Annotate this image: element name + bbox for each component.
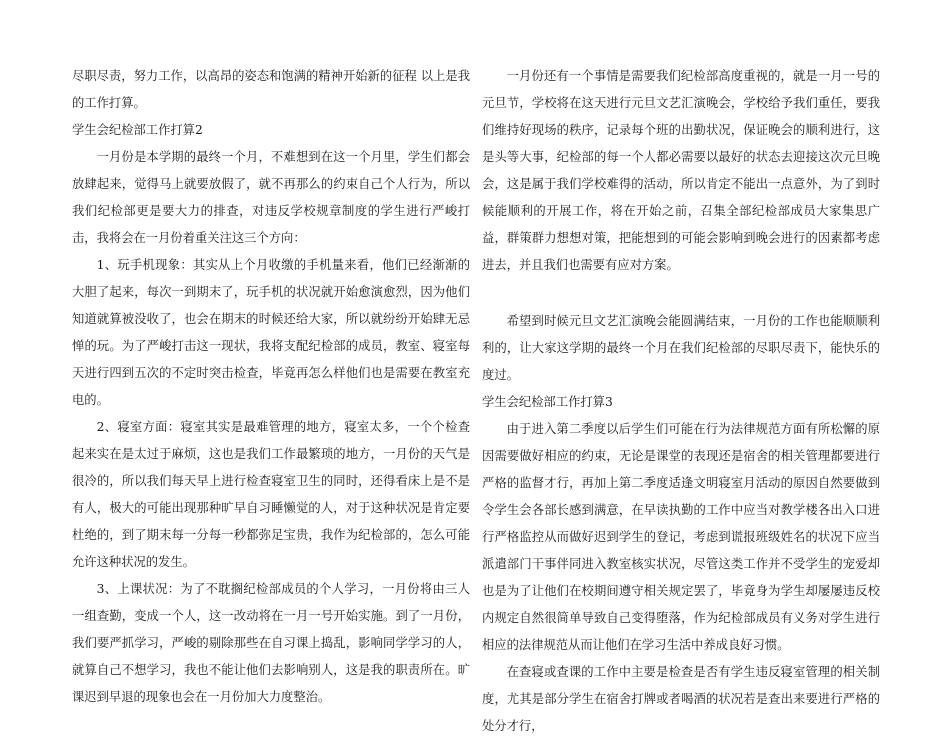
continued-paragraph: 尽职尽责，努力工作，以高昂的姿态和饱满的精神开始新的征程 以上是我的工作打算。 [72,69,470,110]
body-paragraph: 2、寝室方面：寝室其实是最难管理的地方，寝室太多，一个个检查起来实在是太过于麻烦，这也是我们工作最繁琐的地方，一月份的天气是很冷的，所以我们每天早上进行检查寝室卫生的同时，还得看床上是不是有人，极大的可能出现那种旷早自习睡懒觉的人，对于这种状况是肯定要杜绝的，到了期末每一分每一秒都弥足宝贵，我作为纪检部的，怎么可能允许这种状况的发生。 [72,420,470,569]
paragraph-gap [482,279,880,308]
body-paragraph: 希望到时候元旦文艺汇演晚会能圆满结束，一月份的工作也能顺顺利利的，让大家这学期的最终一个月在我们纪检部的尽职尽责下，能快乐的度过。 [482,314,880,382]
body-paragraph: 在查寝或查课的工作中主要是检查是否有学生违反寝室管理的相关制度，尤其是部分学生在宿舍打牌或者喝酒的状况若是查出来要进行严格的处分才行， [482,665,880,733]
right-column [482,63,880,740]
section-heading-3: 学生会纪检部工作打算3 [482,395,613,409]
body-paragraph: 1、玩手机现象：其实从上个月收缴的手机量来看，他们已经渐渐的大胆了起来，每次一到期末了，玩手机的状况就开始愈演愈烈，因为他们知道就算被没收了，也会在期末的时候还给大家，所以就纷纷开始肆无忌惮的玩。为了严峻打击这一现状，我将支配纪检部的成员，教室、寝室每天进行四到五次的不定时突击检查，毕竟再怎么样他们也是需要在教室充电的。 [72,258,470,407]
body-paragraph: 由于进入第二季度以后学生们可能在行为法律规范方面有所松懈的原因需要做好相应的约束，无论是课堂的表现还是宿舍的相关管理都要进行严格的监督才行，再加上第二季度适逢文明寝室月活动的原因自然要做到令学生会各部长感到满意，在早读执勤的工作中应当对教学楼各出入口进行严格监控从而做好迟到学生的登记，考虑到谎报班级姓名的状况下应当派遣部门干事伴同进入教室核实状况，尽管这类工作并不受学生的宠爱却也是为了让他们在校期间遵守相关规定罢了，毕竟身为学生却屡屡违反校内规定自然很简单导致自己变得堕落，作为纪检部成员有义务对学生进行相应的法律规范从而让他们在学习生活中养成良好习惯。 [482,422,880,652]
body-paragraph: 一月份是本学期的最终一个月，不难想到在这一个月里，学生们都会放肆起来，觉得马上就要放假了，就不再那么的约束自己个人行为，所以我们纪检部更是要大力的排查，对违反学校规章制度的学生进行严峻打击，我将会在一月份着重关注这三个方向： [72,150,470,245]
section-heading-2: 学生会纪检部工作打算2 [72,123,203,137]
body-paragraph: 一月份还有一个事情是需要我们纪检部高度重视的，就是一月一号的元旦节，学校将在这天进行元旦文艺汇演晚会，学校给予我们重任，要我们维持好现场的秩序，记录每个班的出勤状况，保证晚会的顺利进行，这是头等大事，纪检部的每一个人都必需要以最好的状态去迎接这次元旦晚会，这是属于我们学校难得的活动，所以肯定不能出一点意外，为了到时候能顺利的开展工作，将在开始之前，召集全部纪检部成员大家集思广益，群策群力想想对策，把能想到的可能会影响到晚会进行的因素都考虑进去，并且我们也需要有应对方案。 [482,69,880,272]
body-paragraph: 3、上课状况：为了不耽搁纪检部成员的个人学习，一月份将由三人一组查勤，变成一个人，这一改动将在一月一号开始实施。到了一月份，我们要严抓学习，严峻的剔除那些在自习课上捣乱，影响同学学习的人，就算自己不想学习，我也不能让他们去影响别人，这是我的职责所在。旷课迟到早退的现象也会在一月份加大力度整治。 [72,582,470,704]
left-column [72,63,470,711]
